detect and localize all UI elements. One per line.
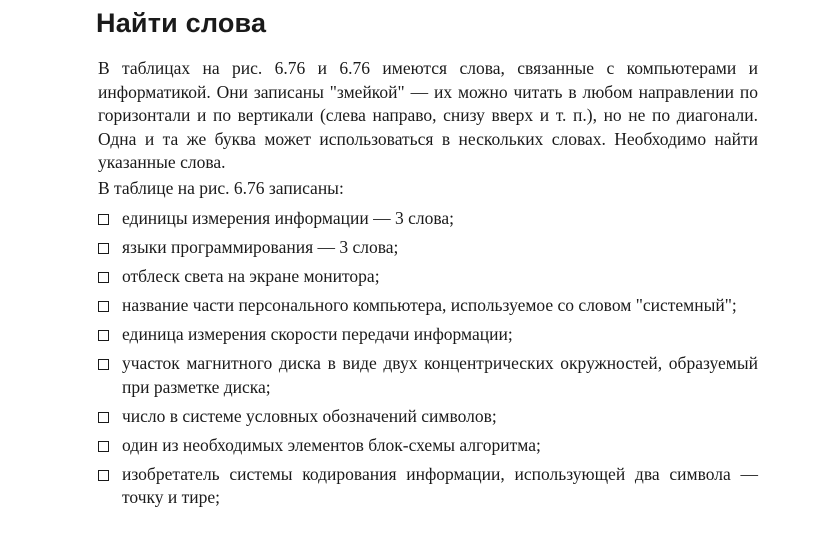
list-item	[96, 434, 758, 458]
list-item	[96, 265, 758, 289]
list-item-text: отблеск света на экране монитора;	[122, 266, 380, 286]
list-item	[96, 463, 758, 510]
list-item-text: единицы измерения информации — 3 слова;	[122, 208, 454, 228]
checkbox-icon	[98, 359, 109, 370]
checkbox-icon	[98, 272, 109, 283]
list-item	[96, 207, 758, 231]
intro-paragraph: В таблицах на рис. 6.76 и 6.76 имеются слова, связанные с компьютерами и информатикой. Они записаны "змейкой" — их можно читать в любом направлении по горизонтали и по вертикали (слева направо, снизу вверх и т. п.), но не по диагонали. Одна и та же буква может использоваться в нескольких словах. Необходимо найти указанные слова.	[98, 58, 758, 172]
checkbox-icon	[98, 214, 109, 225]
document-page	[96, 6, 758, 515]
checkbox-icon	[98, 470, 109, 481]
list-item-text: изобретатель системы кодирования информации, использующей два символа — точку и тире;	[122, 463, 758, 507]
list-item-text: единица измерения скорости передачи информации;	[122, 324, 513, 344]
word-list	[96, 207, 758, 510]
list-item	[96, 405, 758, 429]
checkbox-icon	[98, 243, 109, 254]
list-item-text: название части персонального компьютера, используемое со словом "системный";	[122, 295, 737, 315]
list-item-text: один из необходимых элементов блок-схемы алгоритма;	[122, 434, 541, 455]
list-item	[96, 294, 758, 318]
checkbox-icon	[98, 441, 109, 452]
list-item-text: число в системе условных обозначений символов;	[122, 405, 497, 426]
checkbox-icon	[98, 330, 109, 341]
list-item-text: участок магнитного диска в виде двух концентрических окружностей, образуемый при разметке диска;	[122, 353, 758, 397]
list-item	[96, 352, 758, 399]
checkbox-icon	[98, 412, 109, 423]
checkbox-icon	[98, 301, 109, 312]
list-item-text: языки программирования — 3 слова;	[122, 237, 399, 257]
page-title: Найти слова	[96, 8, 267, 38]
list-intro-paragraph: В таблице на рис. 6.76 записаны:	[98, 177, 344, 198]
list-item	[96, 236, 758, 260]
list-item	[96, 323, 758, 347]
